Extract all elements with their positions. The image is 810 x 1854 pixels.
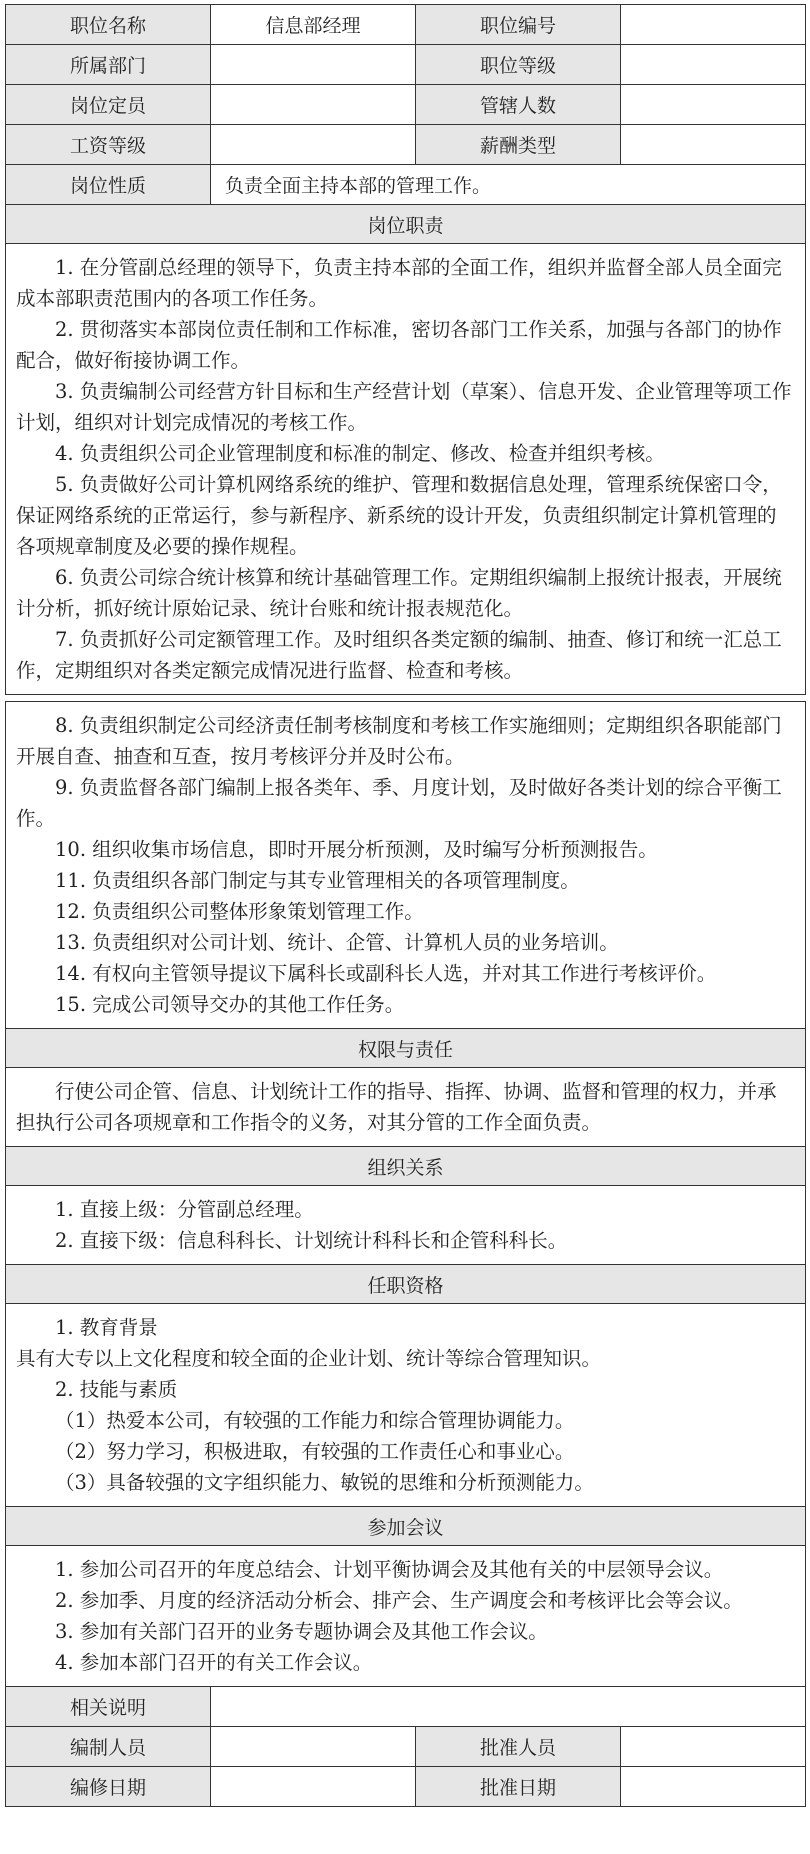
- list-item: 4. 参加本部门召开的有关工作会议。: [55, 1651, 373, 1674]
- approval-date-label: 批准日期: [416, 1767, 621, 1807]
- list-item: 6. 负责公司综合统计核算和统计基础管理工作。定期组织编制上报统计报表，开展统计分析，抓好统计原始记录、统计台账和统计报表规范化。: [16, 566, 782, 620]
- approved-by-value[interactable]: [621, 1727, 806, 1767]
- list-item: 2. 技能与素质: [55, 1378, 178, 1401]
- list-item: 3. 负责编制公司经营方针目标和生产经营计划（草案）、信息开发、企业管理等项工作计划，组织对计划完成情况的考核工作。: [16, 380, 792, 434]
- authority-title: 权限与责任: [6, 1029, 806, 1068]
- form-table: [5, 4, 806, 1807]
- prepared-by-value[interactable]: [211, 1727, 416, 1767]
- prepared-by-label: 编制人员: [6, 1727, 211, 1767]
- qual-title: 任职资格: [6, 1265, 806, 1304]
- notes-label: 相关说明: [6, 1687, 211, 1727]
- list-item: 9. 负责监督各部门编制上报各类年、季、月度计划，及时做好各类计划的综合平衡工作。: [16, 776, 782, 830]
- duties-list-part1: [6, 244, 806, 695]
- list-item: （2）努力学习，积极进取，有较强的工作责任心和事业心。: [55, 1440, 575, 1463]
- field-value[interactable]: [621, 45, 806, 85]
- list-item: 2. 贯彻落实本部岗位责任制和工作标准，密切各部门工作关系，加强与各部门的协作配合，做好衔接协调工作。: [16, 318, 782, 372]
- info-row: [6, 85, 806, 125]
- meetings-title: 参加会议: [6, 1507, 806, 1546]
- info-row: [6, 45, 806, 85]
- org-list: [6, 1186, 806, 1265]
- field-value[interactable]: [621, 125, 806, 165]
- list-item: 3. 参加有关部门召开的业务专题协调会及其他工作会议。: [55, 1620, 548, 1643]
- page-break-divider: [6, 695, 806, 702]
- duties-list-part2: [6, 702, 806, 1029]
- info-row: [6, 5, 806, 45]
- list-item: 13. 负责组织对公司计划、统计、企管、计算机人员的业务培训。: [55, 931, 619, 954]
- field-label: 岗位定员: [6, 85, 211, 125]
- field-label: 薪酬类型: [416, 125, 621, 165]
- list-item: 2. 参加季、月度的经济活动分析会、排产会、生产调度会和考核评比会等会议。: [55, 1589, 743, 1612]
- qual-list: [6, 1304, 806, 1507]
- field-value[interactable]: 信息部经理: [211, 5, 416, 45]
- list-item: 5. 负责做好公司计算机网络系统的维护、管理和数据信息处理，管理系统保密口令，保证网络系统的正常运行，参与新程序、新系统的设计开发，负责组织制定计算机管理的各项规章制度及必要的操作规程。: [16, 473, 782, 558]
- info-row: [6, 125, 806, 165]
- notes-value[interactable]: [211, 1687, 806, 1727]
- list-item: 8. 负责组织制定公司经济责任制考核制度和考核工作实施细则；定期组织各职能部门开展自查、抽查和互查，按月考核评分并及时公布。: [16, 714, 782, 768]
- field-value[interactable]: [211, 85, 416, 125]
- list-item: （3）具备较强的文字组织能力、敏锐的思维和分析预测能力。: [55, 1471, 594, 1494]
- list-item: 1. 参加公司召开的年度总结会、计划平衡协调会及其他有关的中层领导会议。: [55, 1558, 724, 1581]
- list-item: 15. 完成公司领导交办的其他工作任务。: [55, 993, 405, 1016]
- list-item: 具有大专以上文化程度和较全面的企业计划、统计等综合管理知识。: [16, 1347, 602, 1370]
- field-label: 职位等级: [416, 45, 621, 85]
- meetings-list: [6, 1546, 806, 1687]
- approval-date-value[interactable]: [621, 1767, 806, 1807]
- authority-text: 行使公司企管、信息、计划统计工作的指导、指挥、协调、监督和管理的权力，并承担执行公司各项规章和工作指令的义务，对其分管的工作全面负责。: [16, 1080, 777, 1134]
- list-item: （1）热爱本公司，有较强的工作能力和综合管理协调能力。: [55, 1409, 575, 1432]
- list-item: 1. 教育背景: [55, 1316, 158, 1339]
- nature-value: 负责全面主持本部的管理工作。: [211, 165, 806, 205]
- field-label: 职位编号: [416, 5, 621, 45]
- edit-date-label: 编修日期: [6, 1767, 211, 1807]
- list-item: 1. 在分管副总经理的领导下，负责主持本部的全面工作，组织并监督全部人员全面完成本部职责范围内的各项工作任务。: [16, 256, 782, 310]
- nature-label: 岗位性质: [6, 165, 211, 205]
- field-label: 管辖人数: [416, 85, 621, 125]
- list-item: 10. 组织收集市场信息，即时开展分析预测，及时编写分析预测报告。: [55, 838, 658, 861]
- list-item: 14. 有权向主管领导提议下属科长或副科长人选，并对其工作进行考核评价。: [55, 962, 717, 985]
- list-item: 7. 负责抓好公司定额管理工作。及时组织各类定额的编制、抽查、修订和统一汇总工作，定期组织对各类定额完成情况进行监督、检查和考核。: [16, 628, 782, 682]
- list-item: 4. 负责组织公司企业管理制度和标准的制定、修改、检查并组织考核。: [55, 442, 665, 465]
- field-value[interactable]: [211, 125, 416, 165]
- field-value[interactable]: [621, 85, 806, 125]
- field-value[interactable]: [211, 45, 416, 85]
- list-item: 11. 负责组织各部门制定与其专业管理相关的各项管理制度。: [55, 869, 580, 892]
- edit-date-value[interactable]: [211, 1767, 416, 1807]
- nature-row: [6, 165, 806, 205]
- duties-title: 岗位职责: [6, 205, 806, 244]
- field-label: 职位名称: [6, 5, 211, 45]
- list-item: 12. 负责组织公司整体形象策划管理工作。: [55, 900, 424, 923]
- org-title: 组织关系: [6, 1147, 806, 1186]
- field-label: 工资等级: [6, 125, 211, 165]
- approved-by-label: 批准人员: [416, 1727, 621, 1767]
- job-description-form: [5, 4, 805, 1807]
- field-label: 所属部门: [6, 45, 211, 85]
- field-value[interactable]: [621, 5, 806, 45]
- list-item: 1. 直接上级：分管副总经理。: [55, 1198, 314, 1221]
- list-item: 2. 直接下级：信息科科长、计划统计科科长和企管科科长。: [55, 1229, 568, 1252]
